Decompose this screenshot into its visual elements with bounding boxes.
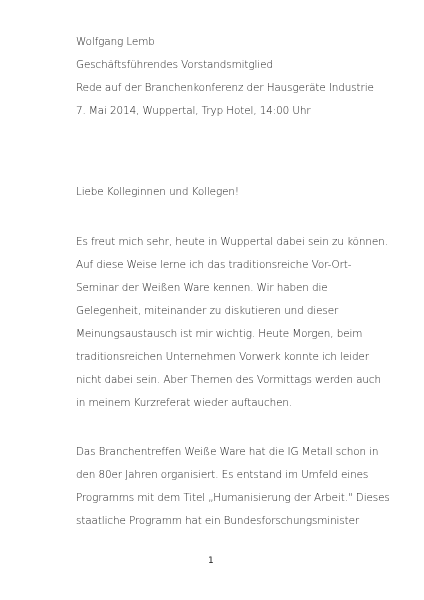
speaker-name: Wolfgang Lemb — [76, 36, 155, 48]
paragraph-line: staatliche Programm hat ein Bundesforschungsminister — [76, 515, 360, 527]
paragraph-line: Seminar der Weißen Ware kennen. Wir haben die — [76, 282, 328, 294]
speech-occasion: Rede auf der Branchenkonferenz der Hausgeräte Industrie — [76, 82, 374, 94]
page-number: 1 — [208, 556, 214, 566]
paragraph-line: Meinungsaustausch ist mir wichtig. Heute Morgen, beim — [76, 328, 363, 340]
speech-date-location: 7. Mai 2014, Wuppertal, Tryp Hotel, 14:00 Uhr — [76, 105, 311, 117]
paragraph-line: Gelegenheit, miteinander zu diskutieren und dieser — [76, 305, 339, 317]
paragraph-line: nicht dabei sein. Aber Themen des Vormittags werden auch — [76, 374, 382, 386]
salutation: Liebe Kolleginnen und Kollegen! — [76, 186, 239, 198]
paragraph-line: in meinem Kurzreferat wieder auftauchen. — [76, 397, 293, 409]
paragraph-line: Das Branchentreffen Weiße Ware hat die IG Metall schon in — [76, 446, 379, 458]
speaker-role: Geschäftsführendes Vorstandsmitglied — [76, 59, 273, 71]
paragraph-line: traditionsreichen Unternehmen Vorwerk konnte ich leider — [76, 351, 369, 363]
paragraph-line: den 80er Jahren organisiert. Es entstand im Umfeld eines — [76, 469, 369, 481]
paragraph-line: Auf diese Weise lerne ich das traditionsreiche Vor-Ort- — [76, 259, 352, 271]
paragraph-line: Programms mit dem Titel „Humanisierung der Arbeit." Dieses — [76, 492, 390, 504]
paragraph-line: Es freut mich sehr, heute in Wuppertal dabei sein zu können. — [76, 236, 388, 248]
